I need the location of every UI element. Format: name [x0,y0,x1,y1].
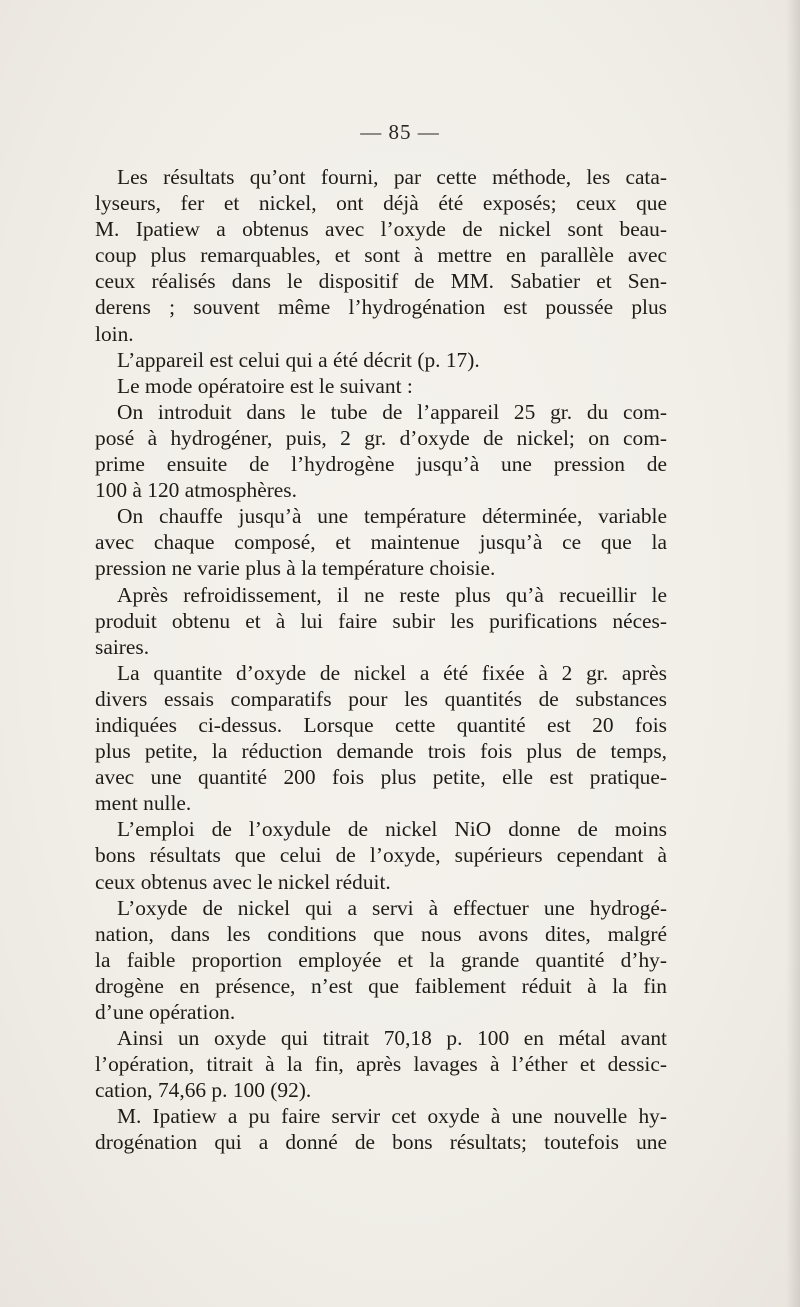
text-line: M. Ipatiew a pu faire servir cet oxyde à une nouvelle hy- [117,1104,667,1129]
text-line: avec une quantité 200 fois plus petite, elle est pratique- [95,765,667,790]
page-number: — 85 — [360,120,440,144]
text-line: ceux réalisés dans le dispositif de MM. Sabatier et Sen- [95,269,667,294]
text-line: Les résultats qu’ont fourni, par cette méthode, les cata- [117,165,667,189]
text-line: nation, dans les conditions que nous avons dites, malgré [95,921,667,946]
text-line: La quantite d’oxyde de nickel a été fixée à 2 gr. après [117,660,667,685]
text-line: L’appareil est celui qui a été décrit (p. 17). [117,347,480,372]
text-line: coup plus remarquables, et sont à mettre en parallèle avec [95,243,667,268]
text-line: M. Ipatiew a obtenus avec l’oxyde de nickel sont beau- [95,217,667,242]
text-line: L’emploi de l’oxydule de nickel NiO donne de moins [117,817,667,842]
text-line: drogénation qui a donné de bons résultats; toutefois une [95,1130,667,1155]
text-line: la faible proportion employée et la grande quantité d’hy- [95,947,667,972]
text-line: avec chaque composé, et maintenue jusqu’à ce que la [95,530,667,555]
text-line: drogène en présence, n’est que faiblement réduit à la fin [95,973,667,998]
text-line: On introduit dans le tube de l’appareil 25 gr. du com- [117,399,667,424]
text-line: prime ensuite de l’hydrogène jusqu’à une pression de [95,452,667,477]
text-line: divers essais comparatifs pour les quantités de substances [95,686,667,711]
text-line: indiquées ci-dessus. Lorsque cette quantité est 20 fois [95,712,667,737]
text-line: ceux obtenus avec le nickel réduit. [95,869,391,894]
text-line: On chauffe jusqu’à une température déterminée, variable [117,504,667,529]
text-line: pression ne varie plus à la température choisie. [95,556,496,581]
page-edge-shadow [786,0,800,1307]
text-line: posé à hydrogéner, puis, 2 gr. d’oxyde de nickel; on com- [95,425,667,450]
text-line: lyseurs, fer et nickel, ont déjà été exposés; ceux que [95,191,667,216]
text-line: 100 à 120 atmosphères. [95,478,297,503]
text-line: Le mode opératoire est le suivant : [117,373,413,398]
text-line: Ainsi un oxyde qui titrait 70,18 p. 100 en métal avant [117,1026,667,1051]
text-line: L’oxyde de nickel qui a servi à effectuer une hydrogé- [117,895,667,920]
text-line: saires. [95,634,150,659]
text-line: d’une opération. [95,1000,236,1024]
text-line: loin. [95,321,134,346]
text-line: derens ; souvent même l’hydrogénation est poussée plus [95,295,667,320]
text-line: bons résultats que celui de l’oxyde, supérieurs cependant à [95,843,667,868]
text-line: plus petite, la réduction demande trois fois plus de temps, [95,739,667,764]
body-text [95,164,667,1156]
text-line: ment nulle. [95,791,192,816]
text-line: Après refroidissement, il ne reste plus qu’à recueillir le [117,582,667,607]
text-line: produit obtenu et à lui faire subir les purifications néces- [95,608,667,633]
text-line: cation, 74,66 p. 100 (92). [95,1078,312,1103]
text-line: l’opération, titrait à la fin, après lavages à l’éther et dessic- [95,1052,667,1077]
